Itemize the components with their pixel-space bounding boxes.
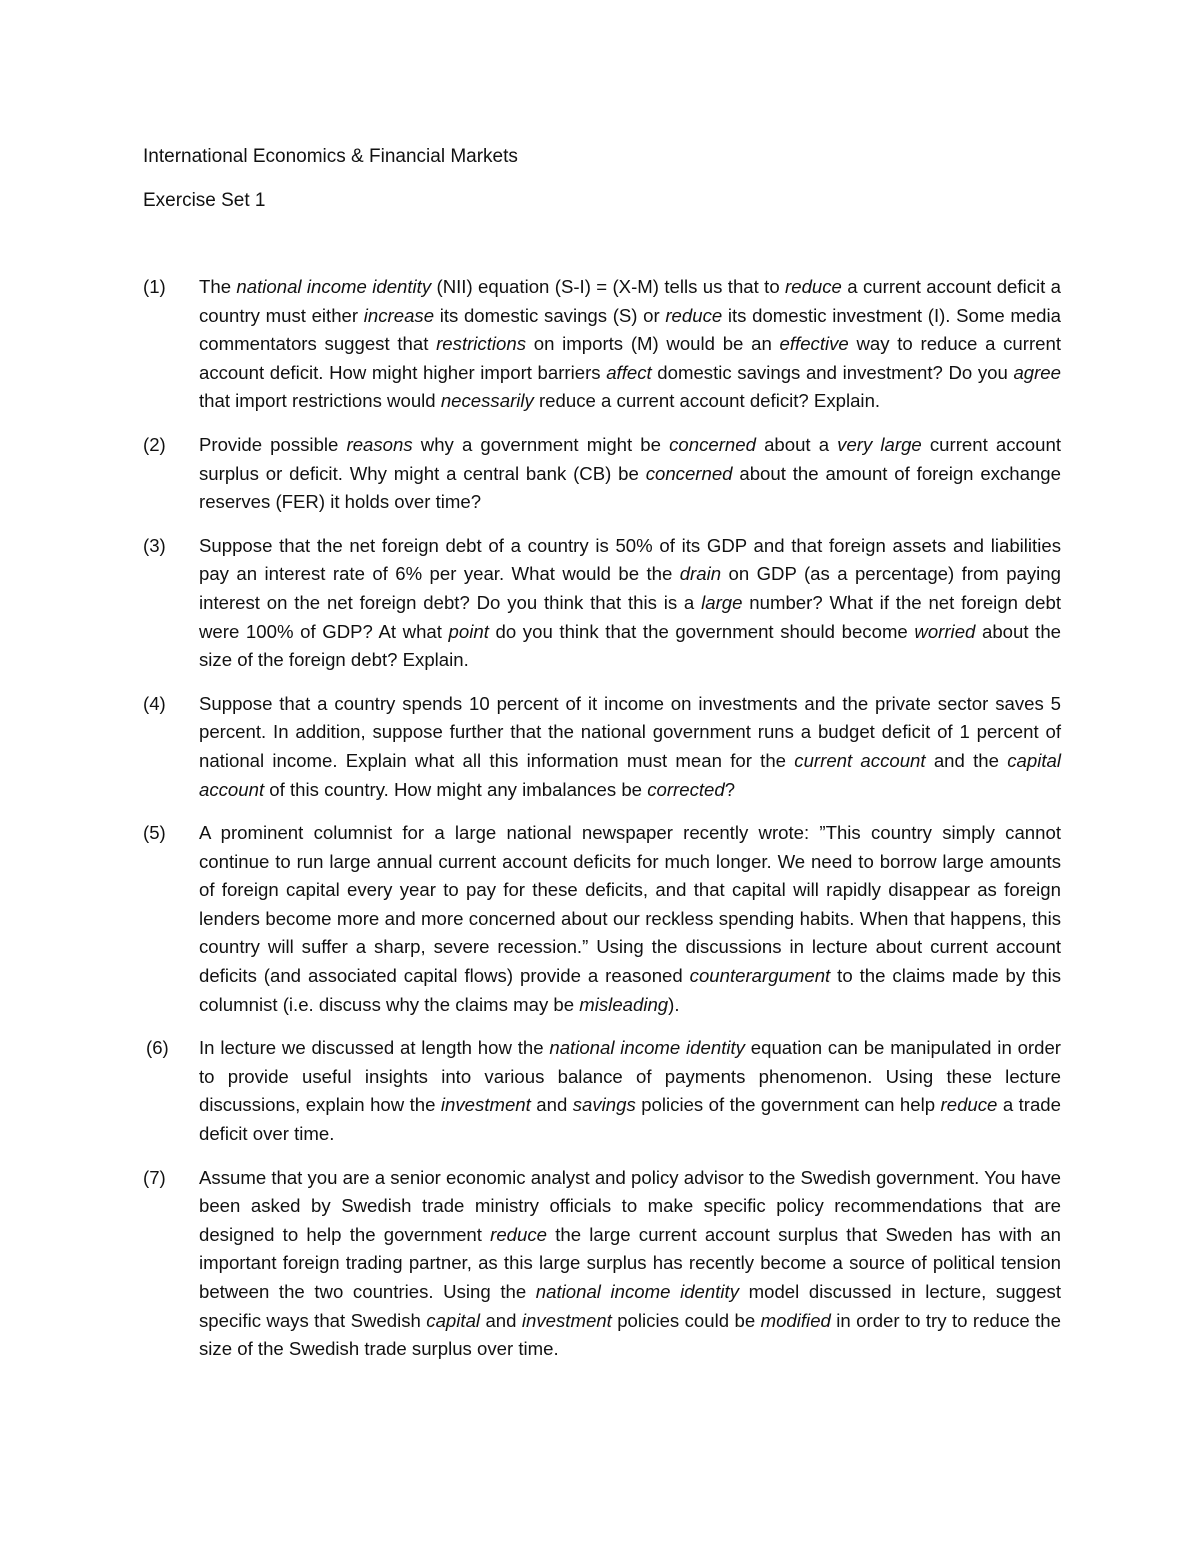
question-text xyxy=(199,434,1061,512)
emphasized-text: affect xyxy=(606,361,652,383)
text-run: domestic savings and investment? Do you xyxy=(651,361,1014,383)
emphasized-text: counterargument xyxy=(689,965,831,987)
question-text xyxy=(199,822,1061,1015)
question-item xyxy=(143,431,1061,517)
text-run: Assume that you are a senior economic analyst and policy advisor to the Swedish government. You have been asked by Swedish trade ministry officials to make specific policy recommendations that are designed to help the government xyxy=(199,1166,1062,1245)
emphasized-text: reduce xyxy=(490,1223,547,1245)
question-item xyxy=(143,1034,1061,1148)
emphasized-text: capital xyxy=(426,1309,481,1331)
text-run: its domestic investment (I). Some media commentators suggest that xyxy=(199,304,1062,355)
question-item xyxy=(143,690,1061,804)
text-run: number? What if the net foreign debt were 100% of GDP? At what xyxy=(199,591,1061,642)
emphasized-text: increase xyxy=(363,304,435,326)
text-run: ? xyxy=(724,778,736,800)
text-run: of this country. How might any imbalances be xyxy=(264,778,648,800)
emphasized-text: investment xyxy=(521,1309,612,1331)
text-run: current account surplus or deficit. Why might a central bank (CB) be xyxy=(199,433,1061,484)
text-run: equation can be manipulated in order to provide useful insights into various balance of payments phenomenon. Using these lecture discussions, explain how the xyxy=(199,1037,1061,1116)
text-run: and xyxy=(480,1309,522,1331)
question-number: (4) xyxy=(143,692,166,714)
question-number: (7) xyxy=(143,1166,166,1188)
emphasized-text: drain xyxy=(679,563,722,585)
text-run: that import restrictions would xyxy=(199,390,441,412)
question-item xyxy=(143,1164,1061,1364)
text-run: to the claims made by this columnist (i.e. discuss why the claims may be xyxy=(199,965,1061,1015)
text-run: and the xyxy=(925,749,1008,771)
text-run: In lecture we discussed at length how the xyxy=(199,1037,550,1059)
emphasized-text: reasons xyxy=(346,433,413,455)
text-run: about a xyxy=(755,433,838,455)
emphasized-text: savings xyxy=(572,1094,636,1116)
text-run: why a government might be xyxy=(412,433,670,455)
text-run: model discussed in lecture, suggest specific ways that Swedish xyxy=(199,1281,1061,1331)
emphasized-text: worried xyxy=(914,620,976,642)
exercise-set-title: Exercise Set 1 xyxy=(143,190,266,211)
emphasized-text: necessarily xyxy=(440,390,534,412)
emphasized-text: reduce xyxy=(785,276,842,297)
question-list xyxy=(143,273,1061,1379)
emphasized-text: concerned xyxy=(669,433,756,455)
question-number: (2) xyxy=(143,433,166,455)
emphasized-text: national income identity xyxy=(236,276,432,297)
question-text xyxy=(199,1037,1061,1144)
question-number: (1) xyxy=(143,276,166,297)
text-run: on GDP (as a percentage) from paying interest on the net foreign debt? Do you think that this is a xyxy=(199,563,1061,613)
question-number: (6) xyxy=(146,1037,169,1059)
emphasized-text: modified xyxy=(760,1309,831,1331)
emphasized-text: national income identity xyxy=(535,1281,740,1302)
question-text xyxy=(199,535,1061,670)
text-run: its domestic savings (S) or xyxy=(434,304,666,326)
text-run: about the amount of foreign exchange reserves (FER) it holds over time? xyxy=(199,462,1061,513)
emphasized-text: agree xyxy=(1013,361,1061,383)
text-run: a trade deficit over time. xyxy=(199,1094,1061,1145)
text-run: (NII) equation (S-I) = (X-M) tells us that to xyxy=(431,276,786,297)
emphasized-text: point xyxy=(448,620,489,642)
text-run: and xyxy=(530,1094,573,1116)
question-text xyxy=(199,276,1061,411)
text-run: about the size of the foreign debt? Explain. xyxy=(199,620,1061,671)
text-run: a current account deficit a country must either xyxy=(199,276,1062,326)
question-item xyxy=(143,532,1061,675)
text-run: Provide possible xyxy=(199,433,347,455)
emphasized-text: reduce xyxy=(940,1094,998,1116)
emphasized-text: restrictions xyxy=(436,333,527,355)
text-run: in order to try to reduce the size of the Swedish trade surplus over time. xyxy=(199,1309,1061,1360)
question-item xyxy=(143,273,1061,416)
question-item xyxy=(143,819,1061,1019)
emphasized-text: effective xyxy=(779,333,849,355)
emphasized-text: large xyxy=(701,591,743,613)
text-run: policies of the government can help xyxy=(635,1094,941,1116)
text-run: Suppose that the net foreign debt of a country is 50% of its GDP and that foreign assets and liabilities pay an interest rate of 6% per year. What would be the xyxy=(199,534,1061,585)
emphasized-text: concerned xyxy=(645,462,733,484)
emphasized-text: capital account xyxy=(199,749,1061,800)
text-run: way to reduce a current account deficit. How might higher import barriers xyxy=(199,333,1062,383)
question-text xyxy=(199,1167,1061,1360)
text-run: reduce a current account deficit? Explain. xyxy=(533,390,881,412)
question-text xyxy=(199,693,1061,800)
text-run: Suppose that a country spends 10 percent of it income on investments and the private sector saves 5 percent. In addition, suppose further that the national government runs a budget deficit of 1 percent of national income. Explain what all this information must mean for the xyxy=(199,692,1061,771)
emphasized-text: reduce xyxy=(665,304,723,326)
text-run: A prominent columnist for a large national newspaper recently wrote: ”This country simply cannot continue to run large annual current account deficits for much longer. We need to borrow large amounts of foreign capital every year to pay for these deficits, and that capital will rapidly disappear as foreign lenders become more and more concerned about our reckless spending habits. When that happens, this country will suffer a sharp, severe recession.” Using the discussions in lecture about current account deficits (and associated capital flows) provide a reasoned xyxy=(199,822,1061,987)
emphasized-text: investment xyxy=(440,1094,531,1116)
question-number: (3) xyxy=(143,534,166,556)
emphasized-text: national income identity xyxy=(549,1037,745,1059)
text-run: The xyxy=(199,276,237,297)
emphasized-text: corrected xyxy=(647,778,725,800)
text-run: the large current account surplus that Sweden has with an important foreign trading partner, as this large surplus has recently become a source of political tension between the two countries. Using the xyxy=(199,1223,1061,1302)
question-number: (5) xyxy=(143,822,166,844)
text-run: do you think that the government should become xyxy=(488,620,915,642)
text-run: on imports (M) would be an xyxy=(526,333,780,355)
emphasized-text: current account xyxy=(794,749,926,771)
emphasized-text: misleading xyxy=(579,993,669,1015)
text-run: ). xyxy=(668,993,680,1015)
emphasized-text: very large xyxy=(837,433,922,455)
course-title: International Economics & Financial Markets xyxy=(143,146,518,167)
text-run: policies could be xyxy=(611,1309,761,1331)
